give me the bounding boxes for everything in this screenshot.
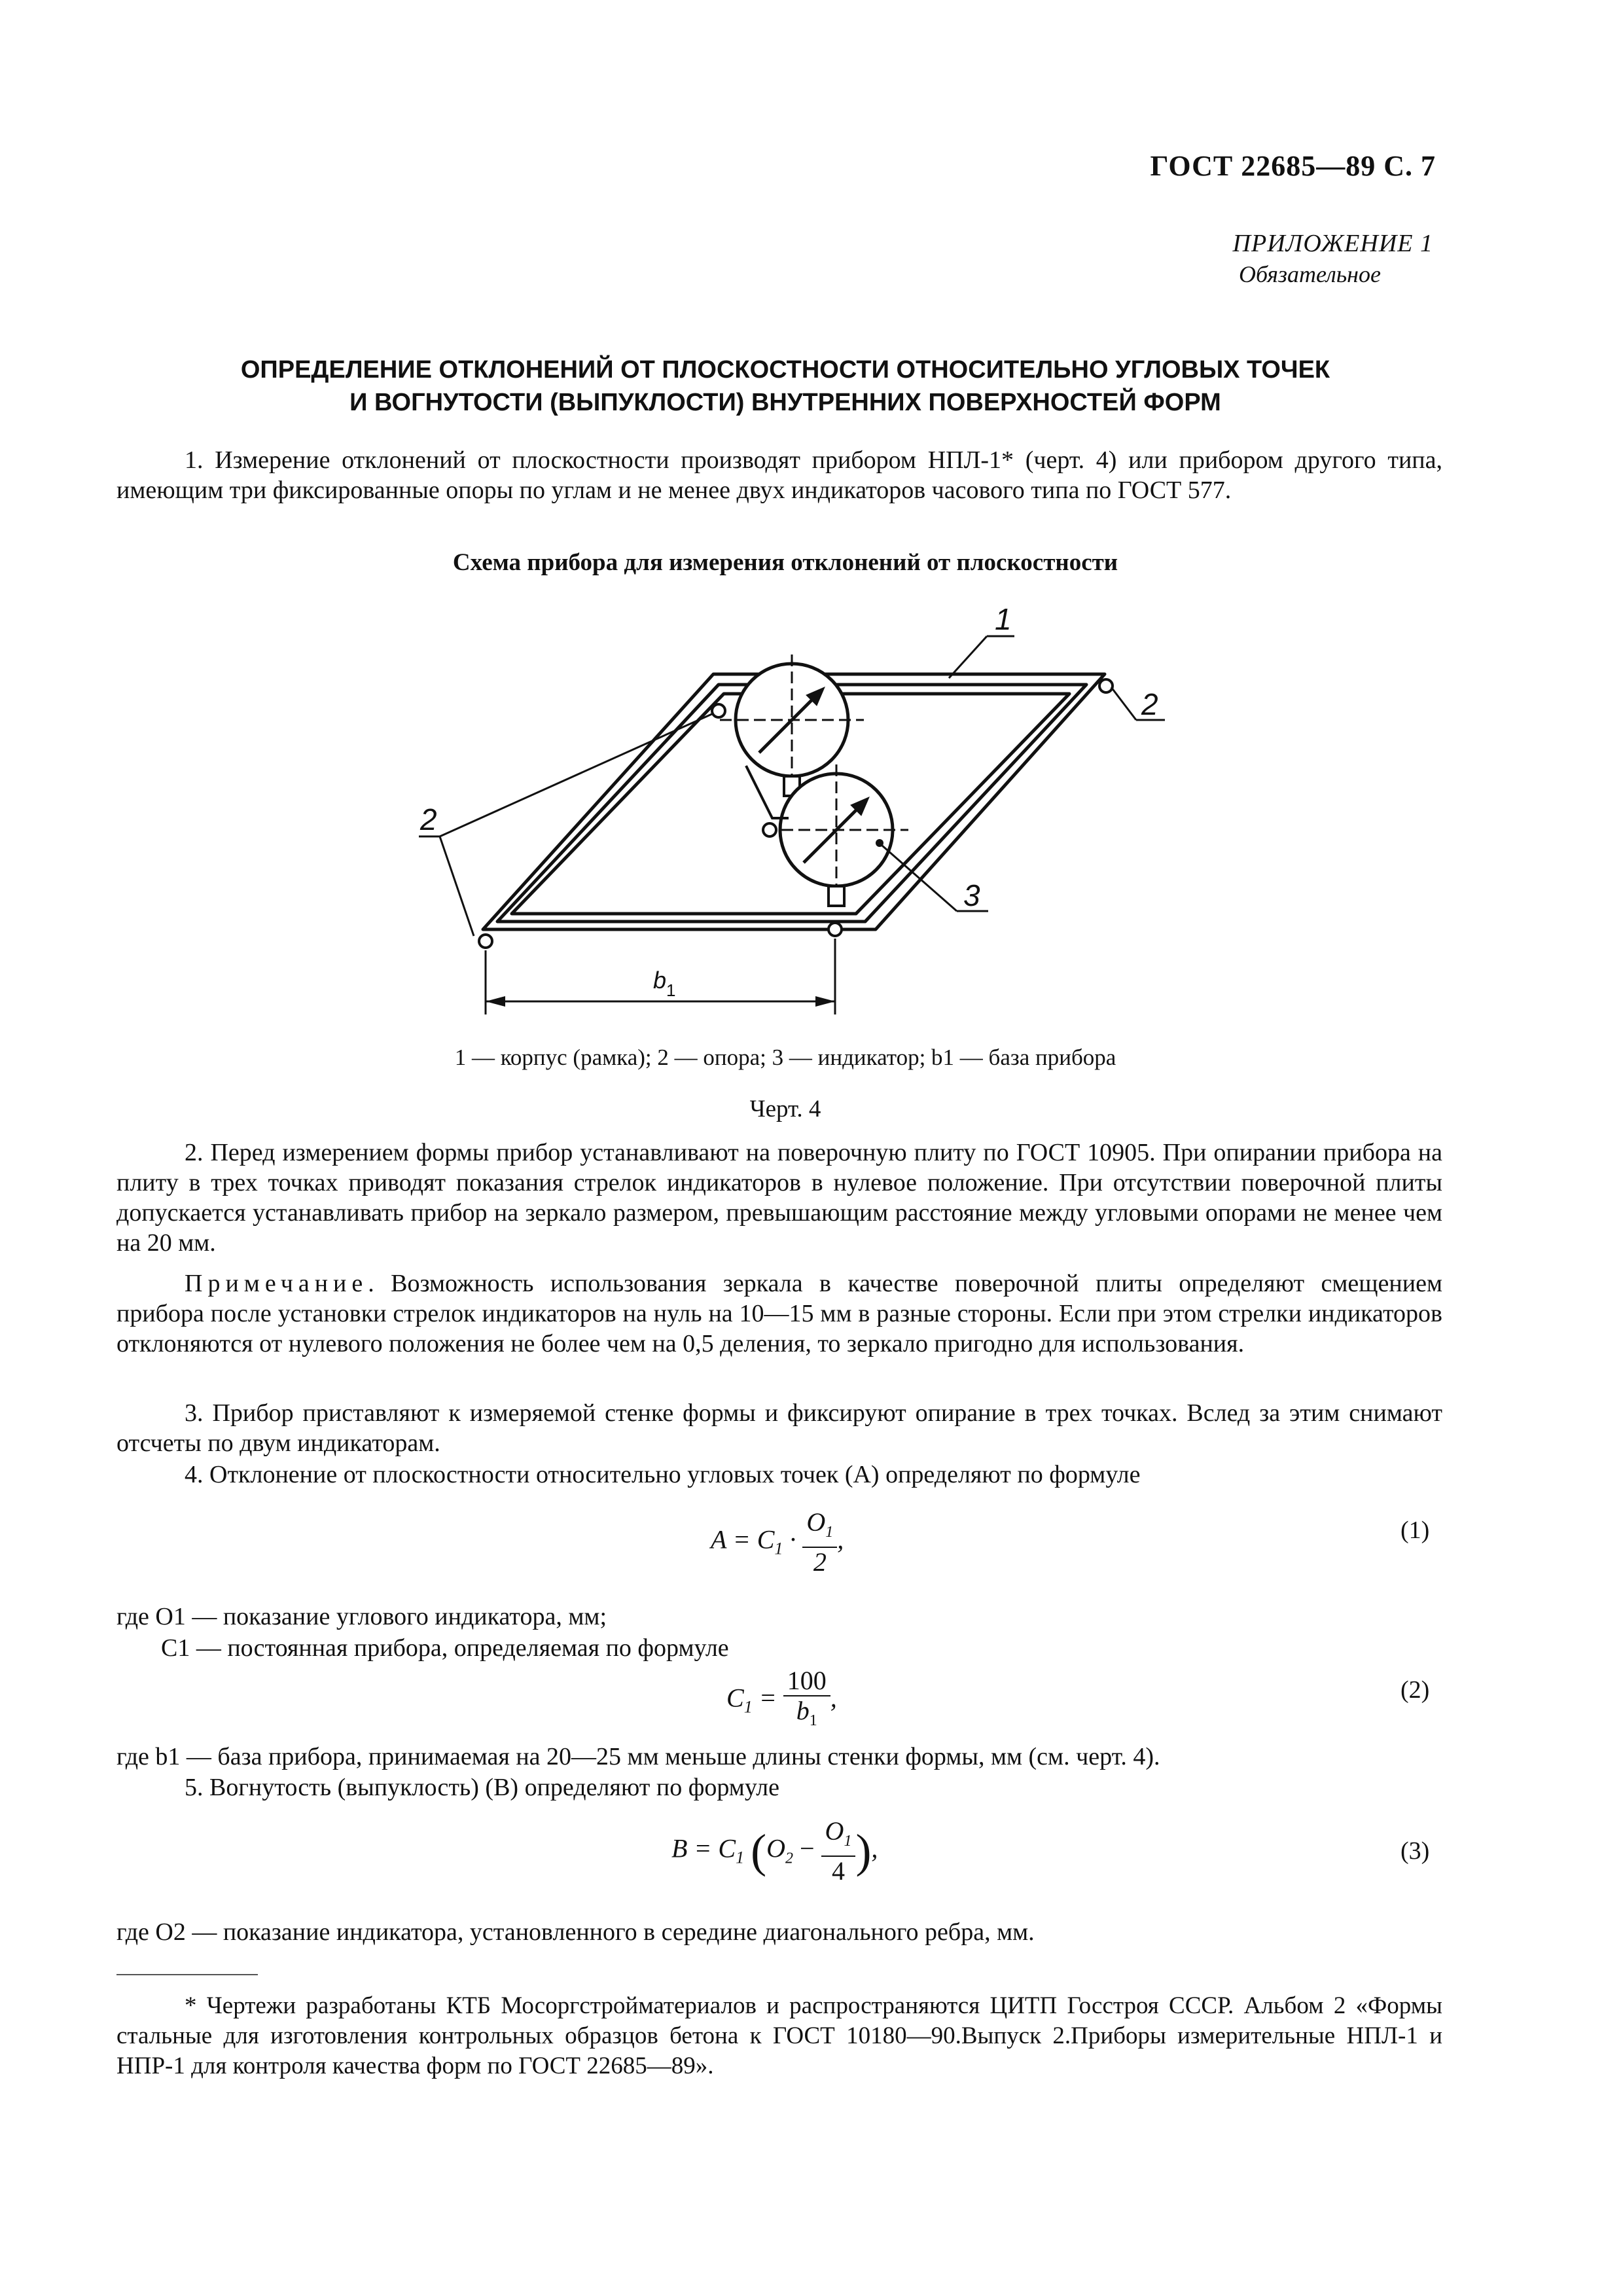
note bbox=[116, 1268, 1442, 1359]
where-1b: C1 — постоянная прибора, определяемая по формуле bbox=[161, 1634, 729, 1662]
paragraph-5: 5. Вогнутость (выпуклость) (B) определяют по формуле bbox=[185, 1774, 779, 1801]
paragraph-2: 2. Перед измерением формы прибор устанавливают на поверочную плиту по ГОСТ 10905. При опирании прибора на плиту в трех точках приводят показания стрелок индикаторов в нулевое положение. При отсутствии поверочной плиты допускается устанавливать прибор на зеркало размером, превышающим расстояние между угловыми опорами не менее чем на 20 мм. bbox=[116, 1139, 1442, 1257]
where-1a: где O1 — показание углового индикатора, мм; bbox=[116, 1603, 607, 1630]
formula-1: $A = C_1$ · $\frac{O_1}{2}$ , bbox=[711, 1507, 844, 1577]
footnote: * Чертежи разработаны КТБ Мосоргстройматериалов и распространяются ЦИТП Госстроя СССР. Альбом 2 «Формы стальные для изготовления контрольных образцов бетона к ГОСТ 10180—90.Выпуск 2.Приборы измерительные НПЛ-1 и НПР-1 для контроля качества форм по ГОСТ 22685—89». bbox=[116, 1992, 1442, 2079]
page-header: ГОСТ 22685—89 С. 7 bbox=[1150, 150, 1436, 182]
formula-3-number: (3) bbox=[1400, 1837, 1430, 1865]
note-text: . Возможность использования зеркала в качестве поверочной плиты определяют смещением прибора после установки стрелок индикаторов на нуль на 10—15 мм в разные стороны. Если при этом стрелки индикаторов отклоняются от нулевого положения не более чем на 0,5 деления, то зеркало пригодно для использования. bbox=[116, 1270, 1442, 1357]
footnote-divider bbox=[116, 1974, 258, 1975]
label-2-left: 2 bbox=[420, 802, 437, 836]
label-b-sub: 1 bbox=[666, 980, 676, 1000]
appendix-label: ПРИЛОЖЕНИЕ 1 bbox=[1232, 230, 1433, 257]
where-2: где b1 — база прибора, принимаемая на 20—25 мм меньше длины стенки формы, мм (см. черт. 4). bbox=[116, 1743, 1160, 1770]
label-2-right: 2 bbox=[1141, 687, 1158, 721]
section-title-line1: ОПРЕДЕЛЕНИЕ ОТКЛОНЕНИЙ ОТ ПЛОСКОСТНОСТИ ОТНОСИТЕЛЬНО УГЛОВЫХ ТОЧЕК bbox=[240, 356, 1330, 384]
paragraph-3: 3. Прибор приставляют к измеряемой стенке формы и фиксируют опирание в трех точках. Вслед за этим снимают отсчеты по двум индикаторам. bbox=[116, 1399, 1442, 1457]
section-title bbox=[131, 353, 1440, 419]
scheme-title: Схема прибора для измерения отклонений от плоскостности bbox=[452, 549, 1118, 576]
label-b: b bbox=[653, 967, 667, 994]
formula-2-number: (2) bbox=[1400, 1676, 1430, 1704]
where-3: где O2 — показание индикатора, установленного в середине диагонального ребра, мм. bbox=[116, 1918, 1035, 1946]
device-diagram bbox=[406, 589, 1191, 1034]
figure-number: Черт. 4 bbox=[749, 1096, 821, 1122]
label-1: 1 bbox=[995, 602, 1012, 636]
formula-2: $C_1$ = $\frac{100}{b_1}$ , bbox=[726, 1666, 837, 1729]
note-label: Примечание bbox=[185, 1270, 368, 1297]
figure-caption: 1 — корпус (рамка); 2 — опора; 3 — индикатор; b1 — база прибора bbox=[454, 1045, 1116, 1070]
paragraph-1: 1. Измерение отклонений от плоскостности производят прибором НПЛ-1* (черт. 4) или прибором другого типа, имеющим три фиксированные опоры по углам и не менее двух индикаторов часового типа по ГОСТ 577. bbox=[116, 446, 1442, 504]
formula-1-number: (1) bbox=[1400, 1516, 1430, 1544]
formula-3: $B = C_1$ ($O_2$ − $\frac{O_1}{4}$ ), bbox=[671, 1816, 878, 1886]
label-3: 3 bbox=[963, 878, 980, 912]
section-title-line2: И ВОГНУТОСТИ (ВЫПУКЛОСТИ) ВНУТРЕННИХ ПОВЕРХНОСТЕЙ ФОРМ bbox=[349, 389, 1221, 416]
paragraph-4: 4. Отклонение от плоскостности относительно угловых точек (A) определяют по формуле bbox=[185, 1461, 1141, 1488]
appendix-status: Обязательное bbox=[1239, 261, 1381, 287]
